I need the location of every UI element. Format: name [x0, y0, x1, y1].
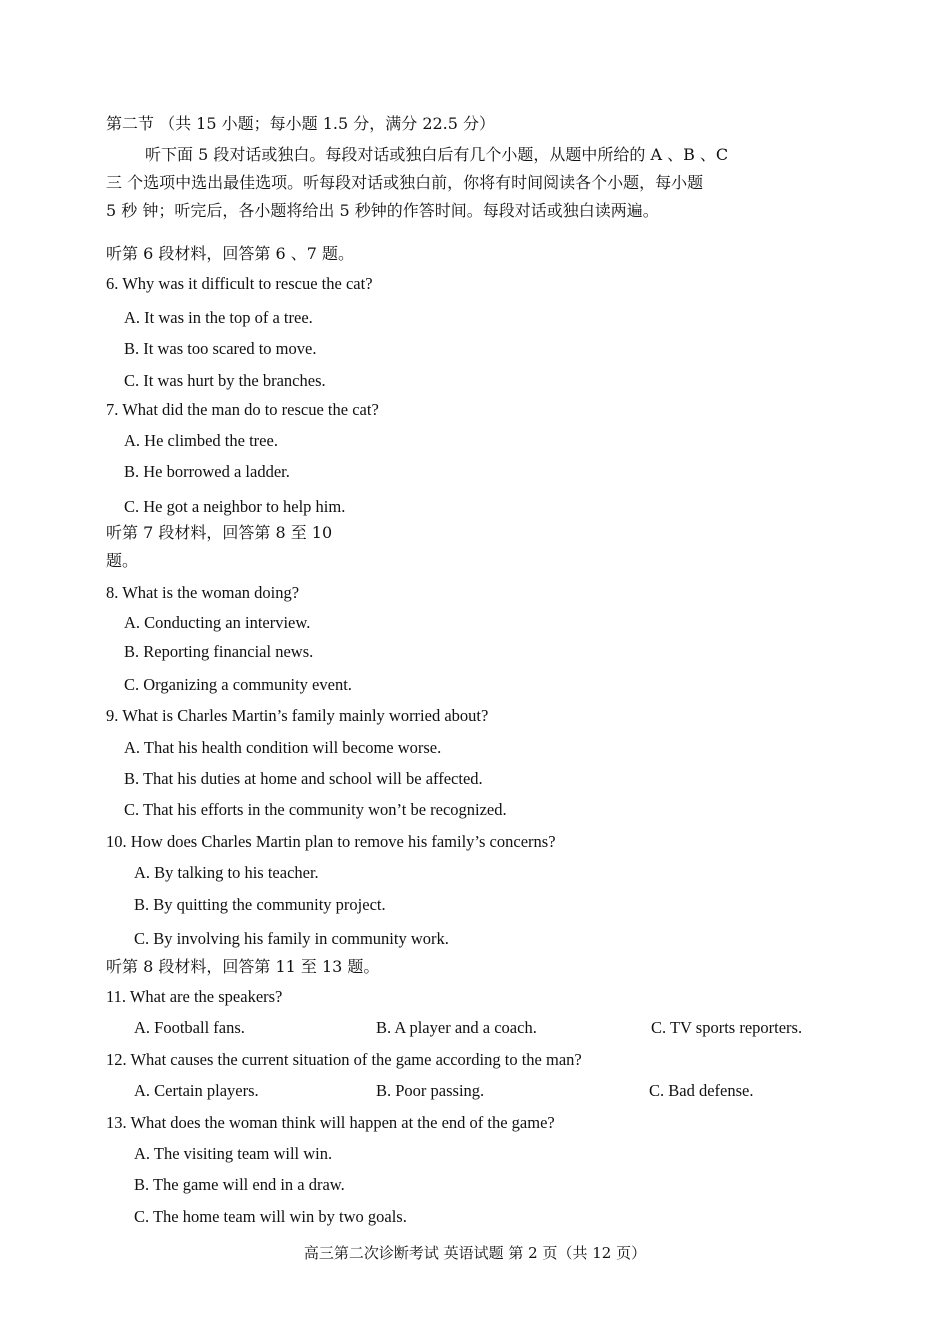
answer-option: C. By involving his family in community work. [134, 929, 449, 948]
group-intro: 听第 8 段材料，回答第 11 至 13 题。 [106, 957, 380, 976]
answer-option: A. By talking to his teacher. [134, 863, 319, 882]
question-stem: 9. What is Charles Martin’s family mainly worried about? [106, 706, 489, 725]
instruction-line: 三 个选项中选出最佳选项。听每段对话或独白前，你将有时间阅读各个小题，每小题 [106, 173, 704, 192]
answer-option: A. It was in the top of a tree. [124, 308, 313, 327]
answer-option: A. That his health condition will become worse. [124, 738, 442, 757]
section-heading: 第二节 （共 15 小题；每小题 1.5 分，满分 22.5 分） [106, 114, 496, 133]
group-intro: 听第 6 段材料，回答第 6 、7 题。 [106, 244, 354, 263]
answer-option: A. The visiting team will win. [134, 1144, 333, 1163]
question-stem: 11. What are the speakers? [106, 987, 283, 1006]
answer-option: C. Organizing a community event. [124, 675, 352, 694]
answer-option: B. A player and a coach. [376, 1018, 537, 1037]
question-stem: 10. How does Charles Martin plan to remove his family’s concerns? [106, 832, 556, 851]
answer-option: B. By quitting the community project. [134, 895, 386, 914]
answer-option: C. It was hurt by the branches. [124, 371, 326, 390]
answer-option: A. Certain players. [134, 1081, 259, 1100]
question-stem: 7. What did the man do to rescue the cat? [106, 400, 379, 419]
answer-option: B. The game will end in a draw. [134, 1175, 345, 1194]
answer-option: B. That his duties at home and school will be affected. [124, 769, 483, 788]
answer-option: C. The home team will win by two goals. [134, 1207, 407, 1226]
answer-option: C. Bad defense. [649, 1081, 754, 1100]
question-stem: 12. What causes the current situation of the game according to the man? [106, 1050, 582, 1069]
group-intro: 题。 [106, 551, 139, 570]
answer-option: B. Reporting financial news. [124, 642, 314, 661]
answer-option: B. Poor passing. [376, 1081, 485, 1100]
answer-option: A. Football fans. [134, 1018, 245, 1037]
answer-option: C. TV sports reporters. [651, 1018, 803, 1037]
question-stem: 6. Why was it difficult to rescue the cat? [106, 274, 373, 293]
answer-option: C. He got a neighbor to help him. [124, 497, 346, 516]
page-footer: 高三第二次诊断考试 英语试题 第 2 页（共 12 页） [303, 1244, 647, 1262]
answer-option: B. It was too scared to move. [124, 339, 317, 358]
answer-option: A. Conducting an interview. [124, 613, 311, 632]
answer-option: A. He climbed the tree. [124, 431, 278, 450]
question-stem: 8. What is the woman doing? [106, 583, 300, 602]
question-stem: 13. What does the woman think will happen at the end of the game? [106, 1113, 555, 1132]
answer-option: B. He borrowed a ladder. [124, 462, 290, 481]
answer-option: C. That his efforts in the community won’t be recognized. [124, 800, 507, 819]
instruction-line: 5 秒 钟；听完后，各小题将给出 5 秒钟的作答时间。每段对话或独白读两遍。 [106, 201, 659, 220]
instruction-line: 听下面 5 段对话或独白。每段对话或独白后有几个小题，从题中所给的 A 、B 、C [145, 145, 729, 164]
group-intro: 听第 7 段材料，回答第 8 至 10 [106, 523, 333, 542]
